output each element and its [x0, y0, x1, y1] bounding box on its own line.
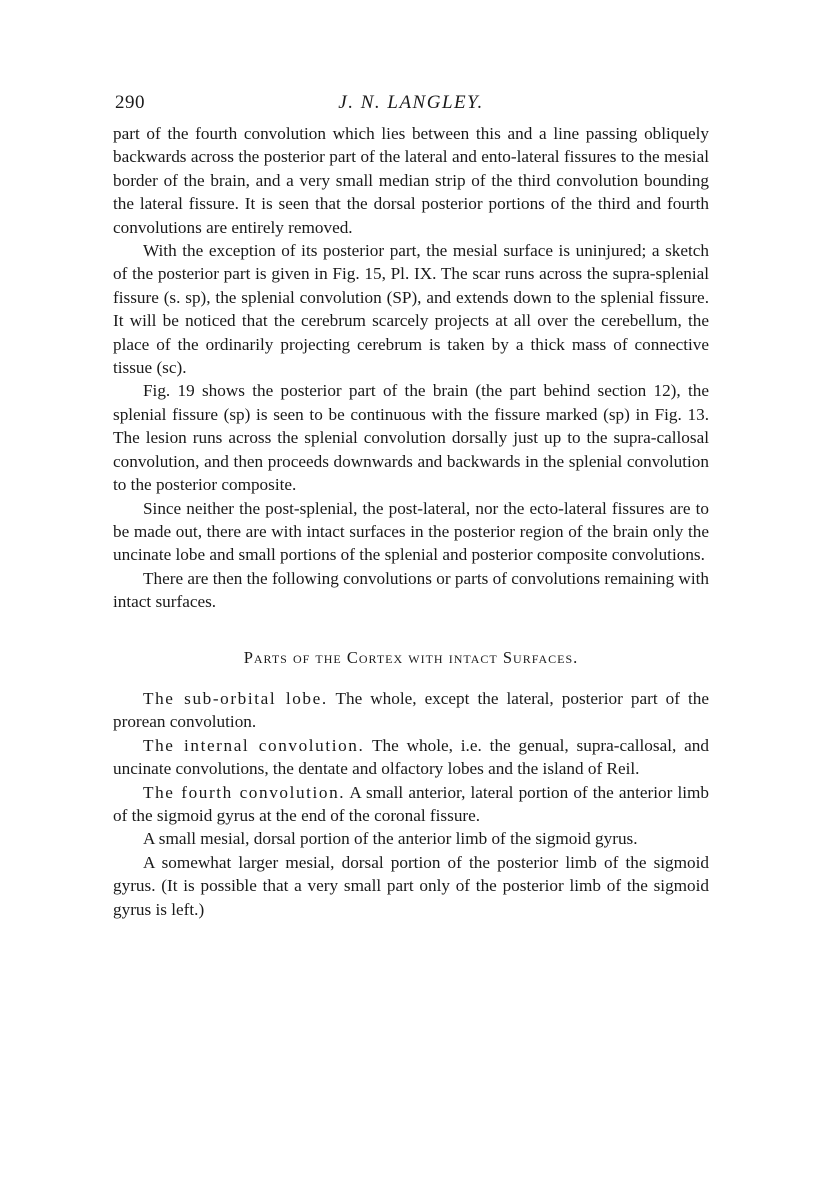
paragraph-mesial-surface: With the exception of its posterior part, the mesial surface is uninjured; a sketch of the posterior part is given in Fig. 15, Pl. IX. The scar runs across the supra-splenial fissure (s. sp), the splenial convolution (SP), and extends down to the splenial fissure. It will be noticed that the cerebrum scarcely projects at all over the cerebellum, the place of the ordinarily projecting cerebrum is taken by a thick mass of connective tissue (sc).	[113, 241, 709, 378]
list-item	[113, 781, 709, 828]
paragraph-continuation: part of the fourth convolution which lies between this and a line passing obliquely backwards across the posterior part of the lateral and ento-lateral fissures to the mesial border of the brain, and a very small median strip of the third convolution bounding the lateral fissure. It is seen that the dorsal posterior portions of the third and fourth convolutions are entirely removed.	[113, 124, 709, 237]
paragraph-fissures: Since neither the post-splenial, the post-lateral, nor the ecto-lateral fissures are to be made out, there are with intact surfaces in the posterior region of the brain only the uncinate lobe and small portions of the splenial and posterior composite convolutions.	[113, 498, 709, 565]
body-text	[113, 122, 709, 921]
list-item-text: The whole, except the lateral, posterior part of the prorean convolution.	[113, 688, 709, 732]
list-item	[113, 687, 709, 734]
list-item-text: A small anterior, lateral portion of the anterior limb of the sigmoid gyrus at the end of the coronal fissure.	[113, 782, 709, 825]
list-item	[113, 827, 709, 850]
list-item	[113, 734, 709, 781]
list-item-lead: The fourth convolution.	[143, 782, 346, 802]
list-item-text: A small mesial, dorsal portion of the anterior limb of the sigmoid gyrus.	[143, 829, 638, 849]
list-item-text: The whole, i.e. the genual, supra-callosal, and uncinate convolutions, the dentate and olfactory lobes and the island of Reil.	[113, 735, 709, 779]
page-header	[113, 92, 709, 122]
list-item-lead: The sub-orbital lobe.	[143, 688, 328, 708]
paragraph-remaining: There are then the following convolutions or parts of convolutions remaining with intact surfaces.	[113, 568, 709, 612]
list-item-text: A somewhat larger mesial, dorsal portion of the posterior limb of the sigmoid gyrus. (It is possible that a very small part only of the posterior limb of the sigmoid gyrus is left.)	[113, 852, 709, 919]
list-item	[113, 851, 709, 921]
page-number: 290	[115, 92, 145, 113]
page	[113, 92, 709, 921]
running-head: J. N. LANGLEY.	[338, 92, 484, 113]
section-heading: Parts of the Cortex with intact Surfaces.	[243, 647, 579, 667]
list-item-lead: The internal convolution.	[143, 735, 365, 755]
paragraph-fig-19: Fig. 19 shows the posterior part of the brain (the part behind section 12), the splenial fissure (sp) is seen to be continuous with the fissure marked (sp) in Fig. 13. The lesion runs across the splenial convolution dorsally just up to the supra-callosal convolution, and then proceeds downwards and backwards in the splenial convolution to the posterior composite.	[113, 381, 709, 495]
